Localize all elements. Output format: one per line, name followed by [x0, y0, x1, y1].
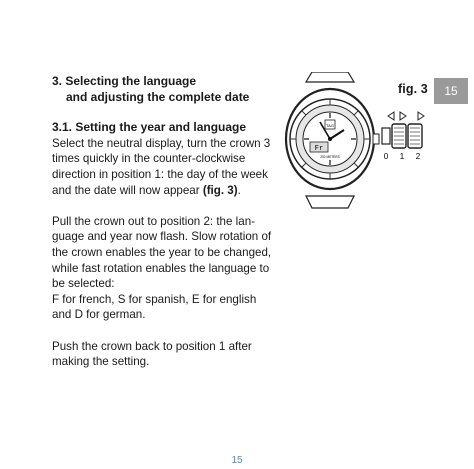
footer-page-number: 15: [231, 455, 243, 466]
section-heading: [52, 74, 272, 105]
paragraph-language-options: F for french, S for spanish, E for english and D for german.: [52, 292, 257, 322]
crown-position-label-1: 1: [399, 152, 405, 161]
arrow-left-icon: [388, 112, 394, 120]
watch-top-lug: [306, 72, 354, 82]
watch-illustration: [280, 72, 380, 212]
crown-position-label-2: 2: [415, 152, 421, 161]
brand-logo-text: TAG: [326, 123, 334, 128]
para1-text: Select the neutral display, turn the crown 3 times quickly in the counter-clockwise direction in position 1: the day of the week and the date will now appear: [52, 136, 271, 197]
figure-label: fig. 3: [398, 82, 428, 96]
crown-stem: [382, 128, 390, 144]
arrow-right-icon: [400, 112, 406, 120]
watch-bottom-lug: [306, 196, 354, 208]
page-number-tab: [434, 78, 468, 104]
section-heading-line1: 3. Selecting the language: [52, 74, 197, 88]
hand-pivot: [328, 137, 332, 141]
digital-display-text: Fr: [314, 145, 324, 153]
crown-position-diagram: [378, 110, 438, 162]
subsection-heading: 3.1. Setting the year and language: [52, 120, 247, 135]
paragraph-push-crown: Push the crown back to position 1 after making the setting.: [52, 339, 252, 369]
dial-depth-text: 200 METERS: [320, 155, 340, 159]
arrow-right-icon: [418, 112, 424, 120]
crown-position-label-0: 0: [383, 152, 389, 161]
body-text-column: [52, 74, 272, 370]
paragraph-select-display: [52, 136, 272, 198]
para1-end: .: [237, 183, 241, 197]
para1-figure-ref: (fig. 3): [202, 183, 238, 197]
paragraph-pull-crown: Pull the crown out to position 2: the lan- guage and year now flash. Slow rotation of the crown enables the year to be changed, while fast rotation enables the language to be selected:: [52, 214, 272, 291]
page-number-tab-label: 15: [444, 84, 458, 98]
section-heading-line2: and adjusting the complete date: [66, 89, 250, 104]
